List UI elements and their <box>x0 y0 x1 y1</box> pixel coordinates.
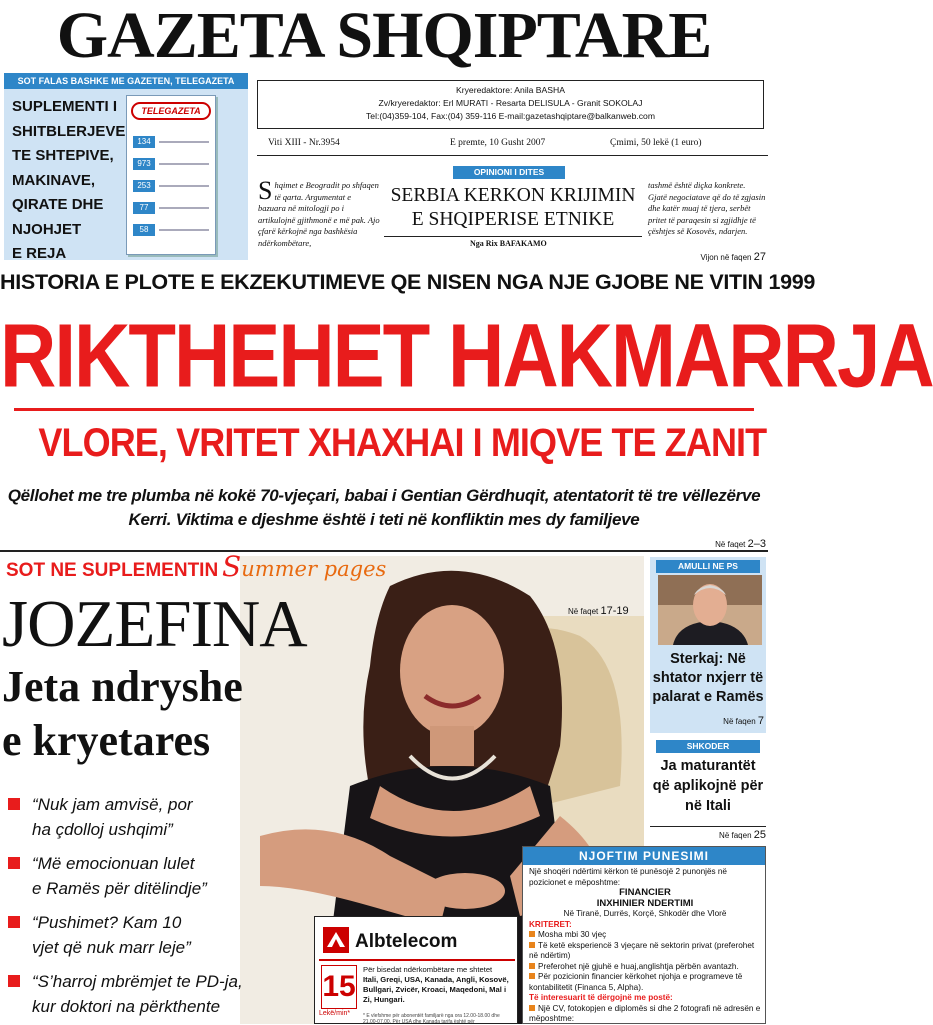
drop-cap: S <box>258 176 273 205</box>
page-ref-label: Vijon në faqen <box>700 253 752 262</box>
criteria-item <box>529 941 761 962</box>
feature-subtitle-line: Jeta ndryshe <box>2 662 243 711</box>
promo-line: MAKINAVE, <box>12 171 96 189</box>
page-ref-label: Në faqet <box>715 540 746 549</box>
feature-subtitle-line: e kryetares <box>2 716 211 765</box>
quote-item <box>8 792 288 842</box>
criteria-item <box>529 930 761 941</box>
bullet-square-icon <box>8 916 20 928</box>
opinion-excerpt-left[interactable] <box>258 176 380 249</box>
cover-text-line <box>159 185 209 187</box>
opinion-title[interactable]: SERBIA KERKON KRIJIMIN E SHQIPERISE ETNIKE <box>390 185 636 230</box>
divider <box>650 826 766 827</box>
page-ref <box>700 538 766 550</box>
bullet-square-icon <box>8 975 20 987</box>
main-subhead[interactable]: VLORE, VRITET XHAXHAI I MIQVE TE ZANIT <box>38 421 767 465</box>
sterkaj-headline[interactable]: Sterkaj: Në shtator nxjerr të palarat e Ramës <box>652 651 764 705</box>
job-ad-body <box>529 867 761 1025</box>
job-position: INXHINIER NDERTIMI <box>596 897 694 909</box>
job-position: FINANCIER <box>619 887 671 898</box>
cover-text-line <box>159 141 209 143</box>
deputy-editors: Zv/kryeredaktor: Erl MURATI - Resarta DELISULA - Granit SOKOLAJ <box>378 98 643 108</box>
contact-info: Tel:(04)359-104, Fax:(04) 359-116 E-mail:gazetashqiptare@balkanweb.com <box>366 111 655 121</box>
editors-box <box>257 80 764 129</box>
shkoder-headline[interactable]: Ja maturantët që aplikojnë për në Itali <box>652 758 764 814</box>
promo-line: QIRATE DHE <box>12 196 104 213</box>
page-ref <box>700 829 766 841</box>
bullet-square-icon <box>8 798 20 810</box>
albtelecom-ad[interactable] <box>314 916 518 1024</box>
quote-item <box>8 910 288 960</box>
editor-in-chief: Kryeredaktore: Anila BASHA <box>456 85 565 95</box>
bullet-square-icon <box>529 1005 535 1011</box>
promo-line: E REJA <box>12 245 67 262</box>
quote-line: vjet që nuk marr leje” <box>32 938 191 957</box>
albtelecom-intro: Për bisedat ndërkombëtare me shtetet <box>363 965 493 974</box>
albtelecom-footnote: * E vlefshme për abonentët familjarë nga ora 12.00-18.00 dhe 21.00-07.00. Për USA dhe Kanada tarifa është për <box>363 1013 500 1025</box>
cover-number: 134 <box>133 136 155 148</box>
albtelecom-brand: Albtelecom <box>355 931 458 952</box>
albtelecom-logo-icon <box>323 927 349 953</box>
page-ref-number: 25 <box>753 829 766 841</box>
job-ad[interactable] <box>522 846 766 1024</box>
issue-number: Viti XIII - Nr.3954 <box>268 138 340 148</box>
cover-text-line <box>159 207 209 209</box>
main-deck: Qëllohet me tre plumba në kokë 70-vjeçari, babai i Gentian Gërdhuqit, atentatorit të tre vëllezërve Kerri. Viktima e djeshme është i teti në konfliktin mes dy familjeve <box>7 486 761 529</box>
apply-text: Një CV, fotokopjen e diplomës si dhe 2 fotografi në adresën e mëposhtme: <box>529 1003 761 1023</box>
cover-text-line <box>159 163 209 165</box>
page-ref-number: 27 <box>753 251 766 263</box>
quote-line: “S’harroj mbrëmjet te PD-ja, <box>32 972 243 991</box>
page-ref-label: Në faqet <box>568 607 599 616</box>
page-ref <box>568 605 629 617</box>
job-ad-header: NJOFTIM PUNESIMI <box>523 847 765 865</box>
bullet-square-icon <box>529 942 535 948</box>
cover-text-line <box>159 229 209 231</box>
promo-line: TE SHTEPIVE, <box>12 147 114 164</box>
feature-name[interactable]: JOZEFINA <box>2 587 307 661</box>
page-ref-number: 17-19 <box>600 605 629 617</box>
criteria-text: Të ketë eksperiencë 3 vjeçare në sektorin privat (preferohet në ndërtim) <box>529 940 755 960</box>
main-headline[interactable]: RIKTHEHET HAKMARRJA <box>0 304 933 406</box>
bullet-square-icon <box>529 973 535 979</box>
quote-line: ha çdolloj ushqimi” <box>32 820 173 839</box>
issue-date: E premte, 10 Gusht 2007 <box>450 138 546 148</box>
country-list: Itali, Greqi, USA, Kanada, Angli, Kosovë, Bullgari, Zvicër, Kroaci, Maqedoni, Mal i Zi, Hungari. <box>363 975 509 1004</box>
quote-line: “Pushimet? Kam 10 <box>32 913 182 932</box>
telegazeta-logo: TELEGAZETA <box>131 102 211 120</box>
bullet-square-icon <box>8 857 20 869</box>
page-ref-label: Në faqen <box>719 831 752 840</box>
criteria-text: Preferohet një gjuhë e huaj,anglishtja përbën avantazh. <box>538 961 739 971</box>
opinion-text-right: tashmë është diçka konkrete. Gjatë negociatave që do të zgjasin dhe katër muaj të tjera, serbët pritet të paraqesin si zgjidhje të çështjes së Kosovës, ndarjen. <box>648 180 766 236</box>
promo-line: SHITBLERJEVE <box>12 122 126 140</box>
quote-line: “Nuk jam amvisë, por <box>32 795 193 814</box>
promo-text <box>12 95 126 267</box>
quote-line: “Më emocionuan lulet <box>32 854 195 873</box>
price-unit: Lekë/min* <box>319 1010 351 1017</box>
call-price: 15 <box>321 965 357 1009</box>
sterkaj-photo <box>658 575 762 645</box>
criteria-text: Mosha mbi 30 vjeç <box>538 930 607 939</box>
quote-line: e Ramës për ditëlindje” <box>32 879 207 898</box>
page-ref-number: 2–3 <box>747 538 766 550</box>
opinion-author: Nga Rix BAFAKAMO <box>470 239 547 248</box>
opinion-text-left: hqimet e Beogradit po shfaqen të qarta. Argumentat e bazuara në mitologji po i artikulojnë gjithmonë e më pak. Ajo çfarë kërkojnë nga bashkësia ndërkombëtare, <box>258 180 380 248</box>
job-intro: Një shoqëri ndërtimi kërkon të punësojë 2 punonjës në pozicionet e mëposhtme: <box>529 867 727 887</box>
quote-item <box>8 969 288 1019</box>
summer-pages-initial: S <box>222 550 242 583</box>
promo-header: SOT FALAS BASHKE ME GAZETEN, TELEGAZETA <box>4 73 248 89</box>
promo-line: SUPLEMENTI I <box>12 98 118 115</box>
quote-line: kur doktori na përkthente <box>32 997 221 1016</box>
divider <box>14 408 754 411</box>
page-ref-label: Në faqen <box>723 717 756 726</box>
sidebar-header-amulli: AMULLI NE PS <box>656 560 760 573</box>
divider <box>319 959 515 961</box>
telegazeta-promo[interactable] <box>4 73 248 260</box>
page-ref-number: 7 <box>757 715 764 727</box>
apply-item <box>529 1004 761 1025</box>
divider <box>257 155 768 156</box>
summer-pages-rest: ummer pages <box>241 557 387 581</box>
opinion-badge: OPINIONI I DITES <box>453 166 565 179</box>
criteria-item <box>529 972 761 993</box>
cover-number: 973 <box>133 158 155 170</box>
cover-number: 58 <box>133 224 155 236</box>
main-kicker: HISTORIA E PLOTE E EKZEKUTIMEVE QE NISEN NGA NJE GJOBE NE VITIN 1999 <box>0 270 816 294</box>
criteria-item <box>529 962 761 973</box>
bullet-square-icon <box>529 931 535 937</box>
cover-number: 77 <box>133 202 155 214</box>
feature-subtitle <box>2 660 332 768</box>
masthead-logo: GAZETA SHQIPTARE <box>56 0 712 72</box>
issue-price: Çmimi, 50 lekë (1 euro) <box>610 138 702 148</box>
divider <box>384 236 642 237</box>
page-ref <box>660 251 766 263</box>
page-ref <box>700 715 764 727</box>
job-cities: Në Tiranë, Durrës, Korçë, Shkodër dhe Vlorë <box>563 909 727 918</box>
issue-meta <box>268 138 768 152</box>
criteria-text: Për pozicionin financier kërkohet njohja e programeve të kontabilitetit (Financa 5, Alpha). <box>529 972 743 992</box>
supplement-label: SOT NE SUPLEMENTIN <box>6 560 219 581</box>
criteria-label: KRITERET: <box>529 919 572 929</box>
apply-label: Të interesuarit të dërgojnë me postë: <box>529 993 673 1002</box>
cover-number: 253 <box>133 180 155 192</box>
promo-line: NJOHJET <box>12 220 82 238</box>
bullet-square-icon <box>529 963 535 969</box>
albtelecom-text <box>363 965 515 1005</box>
sidebar-header-shkoder: SHKODER <box>656 740 760 753</box>
quote-item <box>8 851 288 901</box>
summer-pages-logo <box>222 550 386 583</box>
telegazeta-cover-thumbnail <box>126 95 216 255</box>
